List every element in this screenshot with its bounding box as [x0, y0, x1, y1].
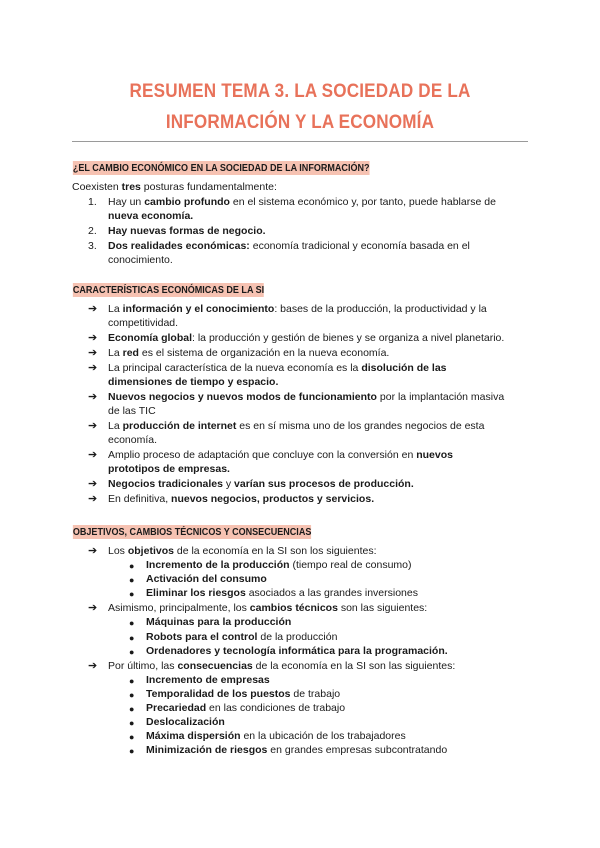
bullet-icon: ●: [129, 732, 135, 742]
list-item: En definitiva, nuevos negocios, productos y servicios.: [108, 493, 375, 505]
list-item-continuation: conocimiento.: [108, 254, 173, 266]
list-item: La información y el conocimiento: bases de la producción, la productividad y la: [108, 303, 487, 315]
title-line-2: INFORMACIÓN Y LA ECONOMÍA: [165, 112, 435, 133]
arrow-bullet-icon: ➔: [88, 449, 98, 461]
list-item: Amplio proceso de adaptación que concluye con la conversión en nuevos: [108, 449, 453, 461]
paragraph-intro: Coexisten tres posturas fundamentalmente:: [72, 181, 277, 193]
sub-list-item: Eliminar los riesgos asociados a las grandes inversiones: [146, 587, 418, 599]
list-item-continuation: competitividad.: [108, 317, 179, 329]
list-number: 3.: [88, 240, 97, 252]
page-title: [30, 76, 570, 138]
sub-list-item: Incremento de la producción (tiempo real de consumo): [146, 559, 412, 571]
arrow-bullet-icon: ➔: [88, 332, 98, 344]
bullet-icon: ●: [129, 561, 135, 571]
list-item: Por último, las consecuencias de la economía en la SI son las siguientes:: [108, 660, 456, 672]
bullet-icon: ●: [129, 718, 135, 728]
list-item: Hay un cambio profundo en el sistema económico y, por tanto, puede hablarse de: [108, 196, 496, 208]
sub-list-item: Robots para el control de la producción: [146, 631, 338, 643]
list-item: La principal característica de la nueva economía es la disolución de las: [108, 362, 447, 374]
arrow-bullet-icon: ➔: [88, 362, 98, 374]
bullet-icon: ●: [129, 704, 135, 714]
list-item: Asimismo, principalmente, los cambios técnicos son las siguientes:: [108, 602, 428, 614]
sub-list-item: Activación del consumo: [146, 573, 267, 585]
section-heading-objetivos: OBJETIVOS, CAMBIOS TÉCNICOS Y CONSECUENCIAS: [72, 526, 312, 538]
arrow-bullet-icon: ➔: [88, 493, 98, 505]
arrow-bullet-icon: ➔: [88, 303, 98, 315]
list-number: 2.: [88, 225, 97, 237]
list-item: Negocios tradicionales y varían sus procesos de producción.: [108, 478, 414, 490]
arrow-bullet-icon: ➔: [88, 602, 98, 614]
list-item: Nuevos negocios y nuevos modos de funcionamiento por la implantación masiva: [108, 391, 505, 403]
arrow-bullet-icon: ➔: [88, 478, 98, 490]
list-item-continuation: nueva economía.: [108, 210, 194, 222]
title-divider: [72, 141, 528, 142]
bullet-icon: ●: [129, 589, 135, 599]
section-heading-cambio: ¿EL CAMBIO ECONÓMICO EN LA SOCIEDAD DE LA INFORMACIÓN?: [72, 162, 370, 174]
list-item-continuation: dimensiones de tiempo y espacio.: [108, 376, 279, 388]
list-item-continuation: prototipos de empresas.: [108, 463, 230, 475]
sub-list-item: Incremento de empresas: [146, 674, 270, 686]
list-item-continuation: economía.: [108, 434, 158, 446]
title-line-1: RESUMEN TEMA 3. LA SOCIEDAD DE LA: [129, 81, 471, 102]
bullet-icon: ●: [129, 618, 135, 628]
list-item: La producción de internet es en sí misma uno de los grandes negocios de esta: [108, 420, 485, 432]
bullet-icon: ●: [129, 575, 135, 585]
bullet-icon: ●: [129, 676, 135, 686]
sub-list-item: Ordenadores y tecnología informática para la programación.: [146, 645, 448, 657]
sub-list-item: Precariedad en las condiciones de trabajo: [146, 702, 346, 714]
arrow-bullet-icon: ➔: [88, 391, 98, 403]
list-item-continuation: de las TIC: [108, 405, 156, 417]
bullet-icon: ●: [129, 647, 135, 657]
sub-list-item: Temporalidad de los puestos de trabajo: [146, 688, 341, 700]
arrow-bullet-icon: ➔: [88, 420, 98, 432]
arrow-bullet-icon: ➔: [88, 660, 98, 672]
section-heading-caracteristicas: CARACTERÍSTICAS ECONÓMICAS DE LA SI: [72, 284, 265, 296]
list-number: 1.: [88, 196, 97, 208]
list-item: Los objetivos de la economía en la SI son los siguientes:: [108, 545, 377, 557]
list-item: Economía global: la producción y gestión de bienes y se organiza a nivel planetario.: [108, 332, 505, 344]
arrow-bullet-icon: ➔: [88, 347, 98, 359]
bullet-icon: ●: [129, 746, 135, 756]
sub-list-item: Máquinas para la producción: [146, 616, 292, 628]
arrow-bullet-icon: ➔: [88, 545, 98, 557]
list-item: Dos realidades económicas: economía tradicional y economía basada en el: [108, 240, 470, 252]
bullet-icon: ●: [129, 690, 135, 700]
list-item: La red es el sistema de organización en la nueva economía.: [108, 347, 390, 359]
list-item: Hay nuevas formas de negocio.: [108, 225, 266, 237]
sub-list-item: Máxima dispersión en la ubicación de los trabajadores: [146, 730, 406, 742]
sub-list-item: Deslocalización: [146, 716, 225, 728]
sub-list-item: Minimización de riesgos en grandes empresas subcontratando: [146, 744, 448, 756]
bullet-icon: ●: [129, 633, 135, 643]
